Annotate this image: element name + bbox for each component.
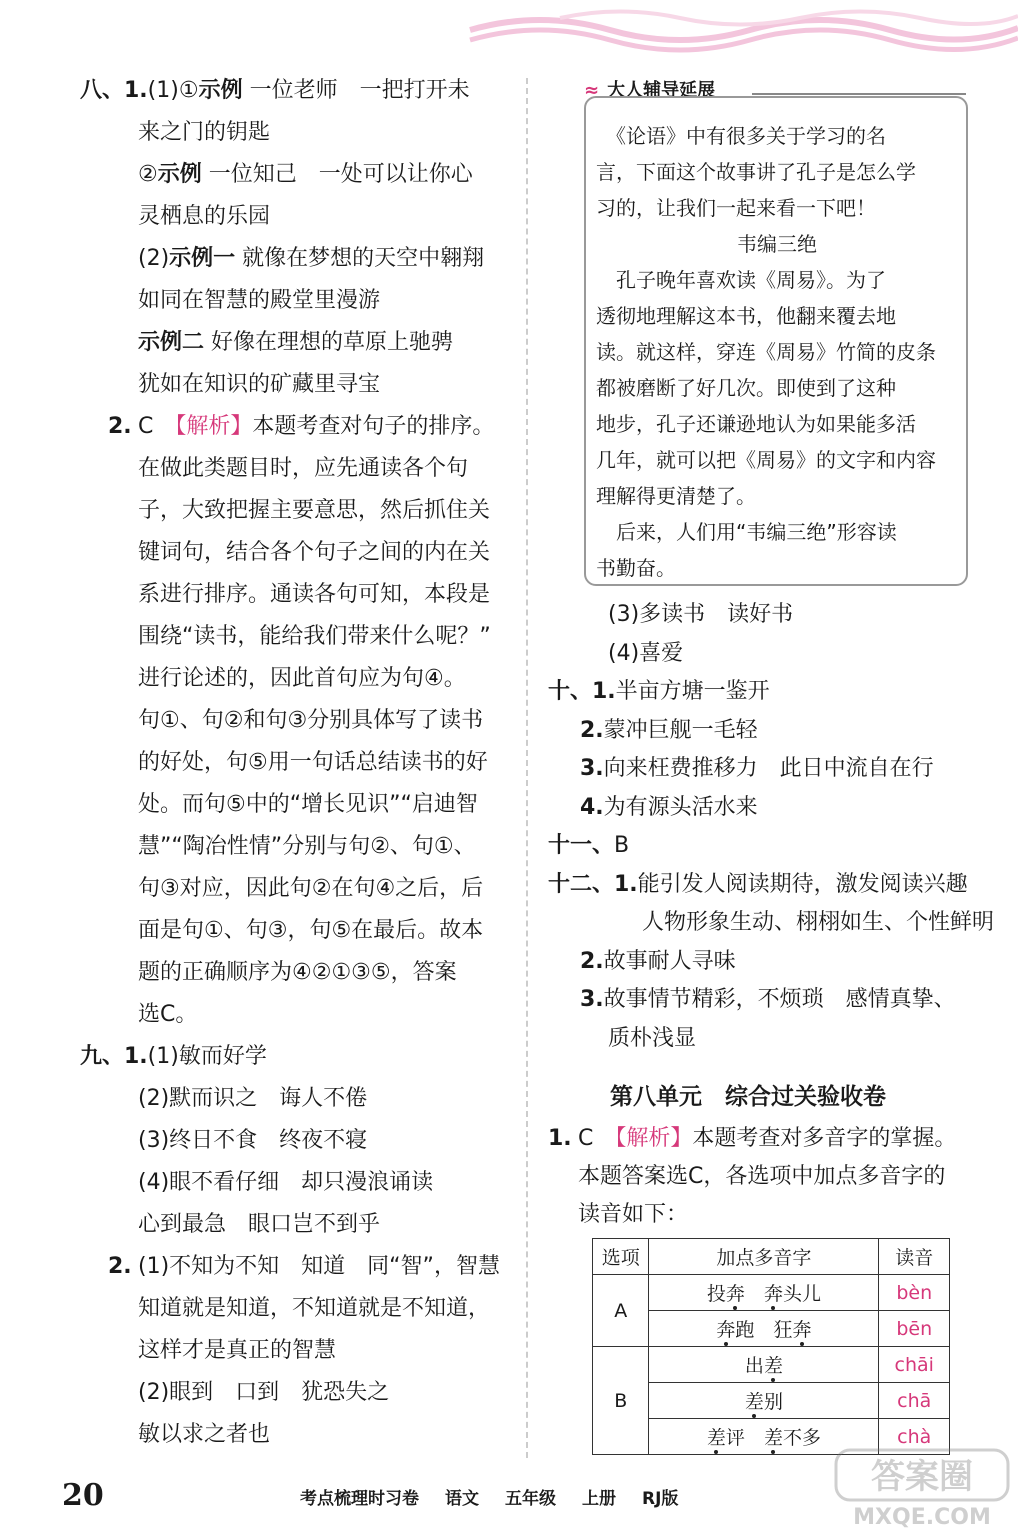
answer-line [608,1020,696,1058]
dotted-char: 奔 [792,1315,811,1342]
table-header-cell: 加点多音字 [649,1239,879,1275]
answer-line [642,904,994,942]
line-text: 这样才是真正的智慧 [138,1338,337,1363]
story-line: 孔子晚年喜欢读《周易》。为了 [596,268,886,292]
question-number: 十、1. [548,679,616,704]
line-text: 犹如在知识的矿藏里寻宝 [138,372,381,397]
column-divider [526,78,528,1458]
word-part: 狂 [773,1319,793,1341]
left-column [80,70,520,1470]
story-line: 透彻地理解这本书，他翻来覆去地 [596,304,896,328]
table-row [593,1347,950,1383]
word-part: 出 [744,1355,764,1377]
extension-intro-line: 《论语》中有很多关于学习的名 [596,124,886,148]
question-number: 2. [580,717,604,743]
answer-line [138,910,483,952]
word-part: 别 [763,1391,783,1413]
unit-title: 第八单元 综合过关验收卷 [610,1084,886,1110]
line-text: (4)眼不看仔细 却只漫浪诵读 [138,1170,434,1195]
answer-line [138,1162,433,1204]
line-text: 故事耐人寻味 [603,948,736,974]
dotted-char: 奔 [716,1315,735,1342]
story-line: 地步，孔子还谦逊地认为如果能多活 [596,412,916,436]
story-title: 韦编三绝 [737,232,817,256]
question-number: 4. [580,794,604,820]
answer-line [138,994,197,1036]
answer-line [138,742,488,784]
line-text: 故事情节精彩，不烦琐 感情真挚、 [603,987,956,1012]
dotted-char: 差 [707,1423,726,1450]
line-text: 敏以求之者也 [138,1422,271,1447]
words-cell [649,1347,879,1383]
line-text: 能引发人阅读期待，激发阅读兴趣 [637,871,968,897]
analysis-tag: 【解析】 [615,1126,693,1151]
answer-line [580,712,758,750]
answer-line [138,868,483,910]
answer-line [80,70,470,112]
line-text: 处。而句⑤中的“增长见识”“启迪智 [138,792,478,817]
pinyin-cell: chā [879,1383,950,1419]
line-text: 题的正确顺序为④②①③⑤，答案 [138,960,457,985]
analysis-tag: 【解析】 [175,414,253,439]
line-text: ② [138,162,158,187]
line-text: 本题考查对句子的排序。 [252,414,495,439]
line-text: 一位知己 一处可以让你心 [201,162,473,187]
example-label: 示例 [157,162,202,187]
question-number: 3. [580,987,604,1012]
answer-line [138,364,380,406]
word-part: 跑 [735,1319,755,1341]
table-header-cell: 选项 [593,1239,649,1275]
line-text: 系进行排序。通读各句可知，本段是 [138,582,491,607]
extension-intro-line: 言，下面这个故事讲了孔子是怎么学 [596,160,916,184]
unit-q1-line2: 本题答案选C，各选项中加点多音字的 [578,1164,946,1189]
answer: C [578,1126,616,1151]
answer-line [138,826,476,868]
story-line: 都被磨断了好几次。即使到了这种 [596,376,896,400]
subject: 语文 [445,1489,479,1509]
dotted-char: 奔 [726,1279,745,1306]
story-line: 读。就这样，穿连《周易》竹简的皮条 [596,340,936,364]
line-text: 在做此类题目时，应先通读各个句 [138,456,469,481]
polyphone-table [592,1238,950,1455]
dotted-char: 奔 [764,1279,783,1306]
extension-intro-line: 习的，让我们一起来看一下吧！ [596,196,876,220]
line-text: 面是句①、句③，句⑤在最后。故本 [138,918,484,943]
answer-line [108,406,494,448]
words-cell [649,1311,879,1347]
line-text: 选C。 [138,1002,198,1027]
story-line: 后来，人们用“韦编三绝”形容读 [596,520,897,544]
answer-line [138,448,468,490]
answer-line [580,943,736,981]
example-label: 示例二 [138,330,205,355]
line-text: 键词句，结合各个句子之间的内在关 [138,540,491,565]
answer-line [138,1414,270,1456]
word-part: 投 [706,1283,726,1305]
line-text: 来之门的钥匙 [138,120,271,145]
question-number: 3. [580,756,604,781]
line-text: 慧”“陶冶性情”分别与句②、句①、 [138,834,476,859]
words-cell [649,1383,879,1419]
example-label: 示例 [198,78,243,103]
answer-line [580,789,758,827]
answer-line [138,112,270,154]
line-text: 为有源头活水来 [603,794,758,820]
answer-line [138,1078,367,1120]
line-text: 半亩方塘一鉴开 [615,679,770,704]
pinyin-cell: chà [879,1419,950,1455]
option-cell: A [593,1275,649,1347]
answer-line [138,1330,336,1372]
line-text: (4)喜爱 [608,640,684,666]
line-text: (1)① [147,78,199,103]
unit-q1-line3: 读音如下： [578,1202,689,1227]
question-number: 2. [580,948,604,974]
answer-line [138,1204,380,1246]
answer-line [138,322,453,364]
wave-icon: ≈ [584,80,600,101]
line-text: (2) [138,246,170,271]
line-text: 如同在智慧的殿堂里漫游 [138,288,381,313]
answer-line [80,1036,267,1078]
answer-line [138,490,490,532]
question-number: 2. [108,414,132,439]
analysis-text: 本题考查对多音字的掌握。 [692,1126,957,1151]
line-text: 句③对应，因此句②在句④之后，后 [138,876,484,901]
answer-line [108,1246,500,1288]
book-title: 考点梳理时习卷 [300,1489,419,1509]
question-number: 2. [108,1254,132,1279]
header-decoration [0,0,1018,58]
line-text: 句①、句②和句③分别具体写了读书 [138,708,484,733]
line-text: 心到最急 眼口岂不到乎 [138,1212,381,1237]
answer-line [608,635,683,673]
line-text: (1)不知为不知 知道 同“智”，智慧 [138,1254,500,1279]
words-cell [649,1275,879,1311]
example-label: 示例一 [169,246,236,271]
answer-line [580,750,934,788]
line-text: 人物形象生动、栩栩如生、个性鲜明 [642,910,995,935]
answer-line [138,196,270,238]
unit-q1-line1 [548,1120,956,1158]
volume: 上册 [582,1489,616,1509]
answer-line [580,981,956,1019]
answer-line [138,616,491,658]
edition: RJ版 [642,1489,679,1509]
line-text: 子，大致把握主要意思，然后抓住关 [138,498,491,523]
answer-line [138,952,457,994]
word-part: 头儿 [782,1283,821,1305]
line-text: 的好处，句⑤用一句话总结读书的好 [138,750,488,775]
line-text: (2)默而识之 诲人不倦 [138,1086,368,1111]
line-text: 一位老师 一把打开未 [242,78,470,103]
table-row [593,1275,950,1311]
question-number: 1. [548,1126,572,1151]
answer-line [138,700,483,742]
answer-line [138,1288,490,1330]
table-header-row [593,1239,950,1275]
line-text: 向来枉费推移力 此日中流自在行 [603,756,934,781]
grade: 五年级 [505,1489,556,1509]
line-text: (2)眼到 口到 犹恐失之 [138,1380,390,1405]
story-line: 书勤奋。 [596,556,676,580]
table-header-cell: 读音 [879,1239,950,1275]
line-text: (3)终日不食 终夜不寝 [138,1128,368,1153]
question-number: 九、1. [80,1044,148,1069]
watermark-text: 答案圈 [871,1457,973,1497]
watermark-logo [832,1446,1012,1532]
option-cell: B [593,1347,649,1455]
extension-header-label: 大人辅导延展 [607,80,716,101]
line-text: 知道就是知道，不知道就是不知道， [138,1296,491,1321]
word-part: 不多 [782,1427,821,1449]
page-number: 20 [62,1478,104,1513]
line-text: C [138,414,176,439]
line-text: B [614,833,630,858]
line-text: 围绕“读书，能给我们带来什么呢？” [138,624,491,649]
question-number: 八、1. [80,78,148,103]
pinyin-cell: bèn [879,1275,950,1311]
pinyin-cell: chāi [879,1347,950,1383]
answer-line [138,658,466,700]
answer-line [138,532,490,574]
answer-line [138,280,380,322]
question-number: 十一、 [548,833,615,858]
line-text: 就像在梦想的天空中翱翔 [235,246,485,271]
story-line: 几年，就可以把《周易》的文字和内容 [596,448,936,472]
dotted-char: 差 [764,1351,783,1378]
answer-line [548,827,629,865]
answer-line [138,238,484,280]
line-text: 进行论述的，因此首句应为句④。 [138,666,466,691]
answer-line [138,1372,389,1414]
line-text: 灵栖息的乐园 [138,204,271,229]
dotted-char: 差 [764,1423,783,1450]
question-number: 十二、1. [548,871,638,897]
answer-line [548,866,968,904]
line-text: (3)多读书 读好书 [608,602,794,627]
line-text: 质朴浅显 [608,1025,697,1051]
footer-info [300,1484,704,1509]
line-text: (1)敏而好学 [147,1044,267,1069]
line-text: 好像在理想的草原上驰骋 [204,330,454,355]
line-text: 蒙冲巨舰一毛轻 [603,717,758,743]
answer-line [138,574,490,616]
answer-line [608,596,793,634]
answer-line [138,154,473,196]
answer-line [548,673,770,711]
pinyin-cell: bēn [879,1311,950,1347]
watermark-url: MXQE.COM [853,1505,991,1530]
answer-line [138,1120,367,1162]
story-line: 理解得更清楚了。 [596,484,756,508]
dotted-char: 差 [745,1387,764,1414]
answer-line [138,784,478,826]
word-part: 评 [725,1427,745,1449]
